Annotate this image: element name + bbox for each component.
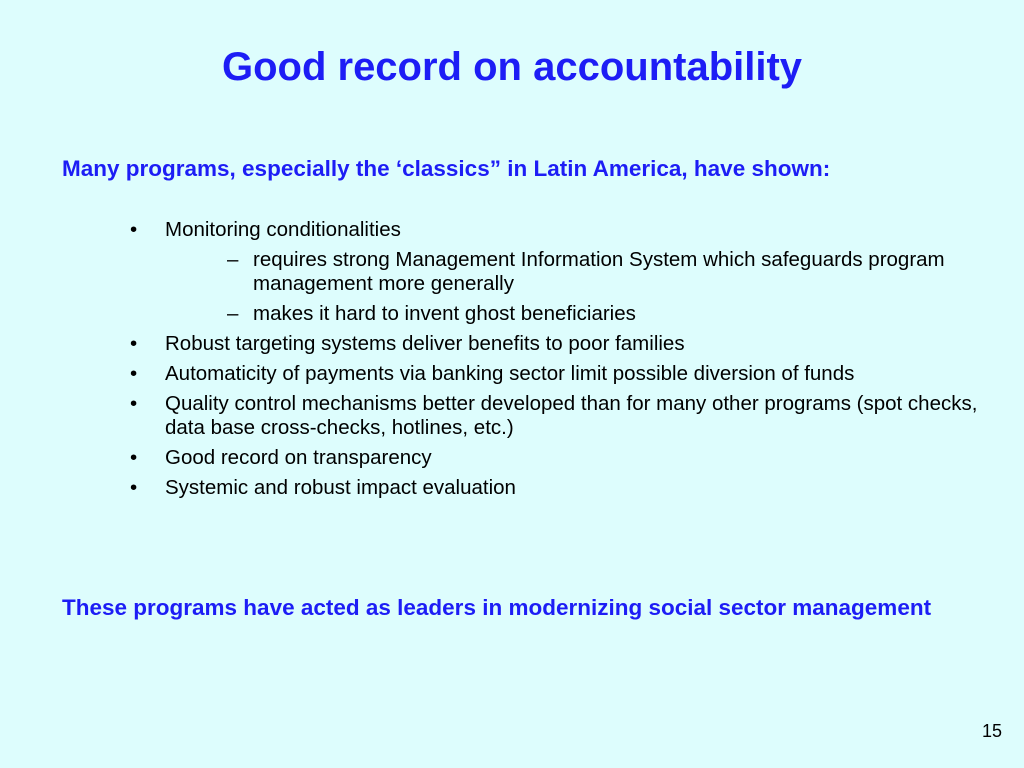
subbullet-text: makes it hard to invent ghost beneficiaries — [253, 302, 636, 325]
bullet-marker: • — [130, 332, 138, 355]
bullet-text: Monitoring conditionalities — [165, 218, 401, 241]
conclusion-text: These programs have acted as leaders in modernizing social sector management — [62, 595, 932, 620]
bullet-marker: • — [130, 362, 138, 385]
bullet-item — [130, 218, 990, 326]
bullet-text: Quality control mechanisms better developed than for many other programs (spot checks, data base cross-checks, hotlines, etc.) — [165, 392, 978, 439]
bullet-marker: • — [130, 446, 138, 469]
bullet-marker: • — [130, 392, 138, 415]
bullet-text: Automaticity of payments via banking sector limit possible diversion of funds — [165, 362, 855, 385]
subbullet-list — [165, 248, 990, 326]
intro-text: Many programs, especially the ‘classics” in Latin America, have shown: — [62, 156, 831, 181]
bullet-list — [130, 218, 990, 506]
bullet-item — [130, 446, 990, 470]
bullet-item — [130, 476, 990, 500]
subbullet-text: requires strong Management Information System which safeguards program management more generally — [253, 248, 945, 295]
bullet-marker: • — [130, 476, 138, 499]
bullet-text: Robust targeting systems deliver benefits to poor families — [165, 332, 685, 355]
subbullet-item — [165, 248, 990, 296]
slide-title: Good record on accountability — [221, 45, 803, 89]
bullet-text: Good record on transparency — [165, 446, 432, 469]
dash-marker: – — [227, 248, 239, 271]
bullet-item — [130, 362, 990, 386]
bullet-marker: • — [130, 218, 138, 241]
subbullet-item — [165, 302, 990, 326]
bullet-item — [130, 332, 990, 356]
bullet-text: Systemic and robust impact evaluation — [165, 476, 516, 499]
dash-marker: – — [227, 302, 239, 325]
slide-number: 15 — [981, 721, 1002, 741]
bullet-item — [130, 392, 990, 440]
